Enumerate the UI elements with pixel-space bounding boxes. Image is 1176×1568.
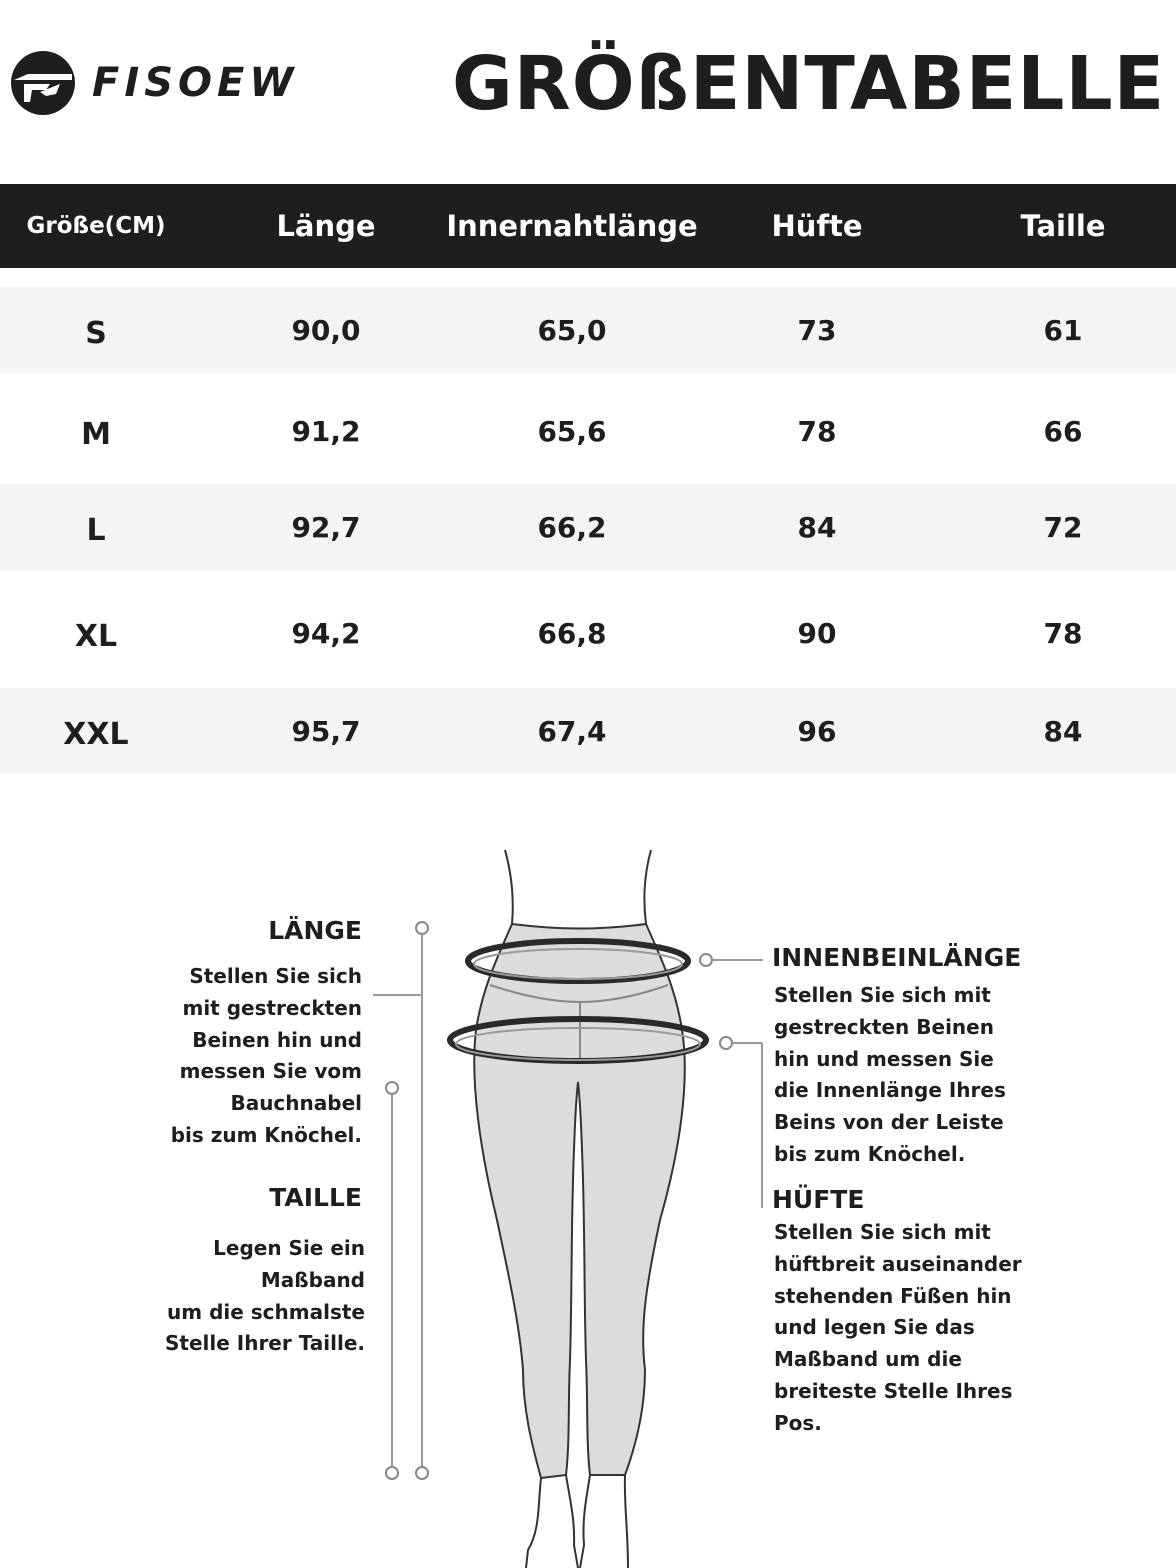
fisoew-logo-icon <box>10 50 76 116</box>
cell-inseam: 66,2 <box>537 510 607 544</box>
hip-description: Stellen Sie sich mit hüftbreit auseinander stehenden Füßen hin und legen Sie das Maßband um die breiteste Stelle Ihres Pos. <box>774 1220 1022 1435</box>
cell-hip: 96 <box>797 714 837 748</box>
hip-heading: HÜFTE <box>772 1185 865 1214</box>
page-title: GRÖßENTABELLE <box>452 41 1166 127</box>
cell-size: S <box>85 315 107 351</box>
cell-length: 95,7 <box>291 714 361 748</box>
cell-length: 94,2 <box>291 616 361 650</box>
cell-waist: 84 <box>1043 714 1083 748</box>
table-row <box>0 484 1176 570</box>
brand-name: FISOEW <box>92 60 299 106</box>
size-table-header <box>0 184 1176 268</box>
cell-length: 90,0 <box>291 313 361 347</box>
cell-hip: 84 <box>797 510 837 544</box>
cell-length: 92,7 <box>291 510 361 544</box>
cell-waist: 72 <box>1043 510 1083 544</box>
cell-hip: 73 <box>797 313 837 347</box>
waist-heading: TAILLE <box>269 1183 362 1212</box>
cell-size: XXL <box>63 716 129 752</box>
header-waist: Taille <box>1020 209 1106 243</box>
waist-description: Legen Sie ein Maßband um die schmalste Stelle Ihrer Taille. <box>165 1236 365 1356</box>
cell-inseam: 66,8 <box>537 616 607 650</box>
cell-inseam: 65,0 <box>537 313 607 347</box>
header-length: Länge <box>276 209 376 243</box>
cell-waist: 61 <box>1043 313 1083 347</box>
cell-size: XL <box>74 618 118 654</box>
header-inseam: Innernahtlänge <box>446 209 698 243</box>
inseam-description: Stellen Sie sich mit gestreckten Beinen hin und messen Sie die Innenlänge Ihres Beins von der Leiste bis zum Knöchel. <box>774 983 1006 1166</box>
header-hip: Hüfte <box>771 209 863 243</box>
table-row <box>0 388 1176 474</box>
cell-length: 91,2 <box>291 414 361 448</box>
cell-hip: 78 <box>797 414 837 448</box>
cell-hip: 90 <box>797 616 837 650</box>
cell-inseam: 67,4 <box>537 714 607 748</box>
header-size: Größe(CM) <box>26 213 166 239</box>
cell-waist: 78 <box>1043 616 1083 650</box>
table-row <box>0 590 1176 676</box>
length-heading: LÄNGE <box>268 916 362 945</box>
cell-size: M <box>81 416 111 452</box>
cell-size: L <box>86 512 106 548</box>
table-row <box>0 688 1176 774</box>
length-description: Stellen Sie sich mit gestreckten Beinen hin und messen Sie vom Bauchnabel bis zum Knöchel. <box>170 964 362 1147</box>
table-row <box>0 287 1176 373</box>
inseam-heading: INNENBEINLÄNGE <box>772 943 1022 972</box>
cell-inseam: 65,6 <box>537 414 607 448</box>
cell-waist: 66 <box>1043 414 1083 448</box>
